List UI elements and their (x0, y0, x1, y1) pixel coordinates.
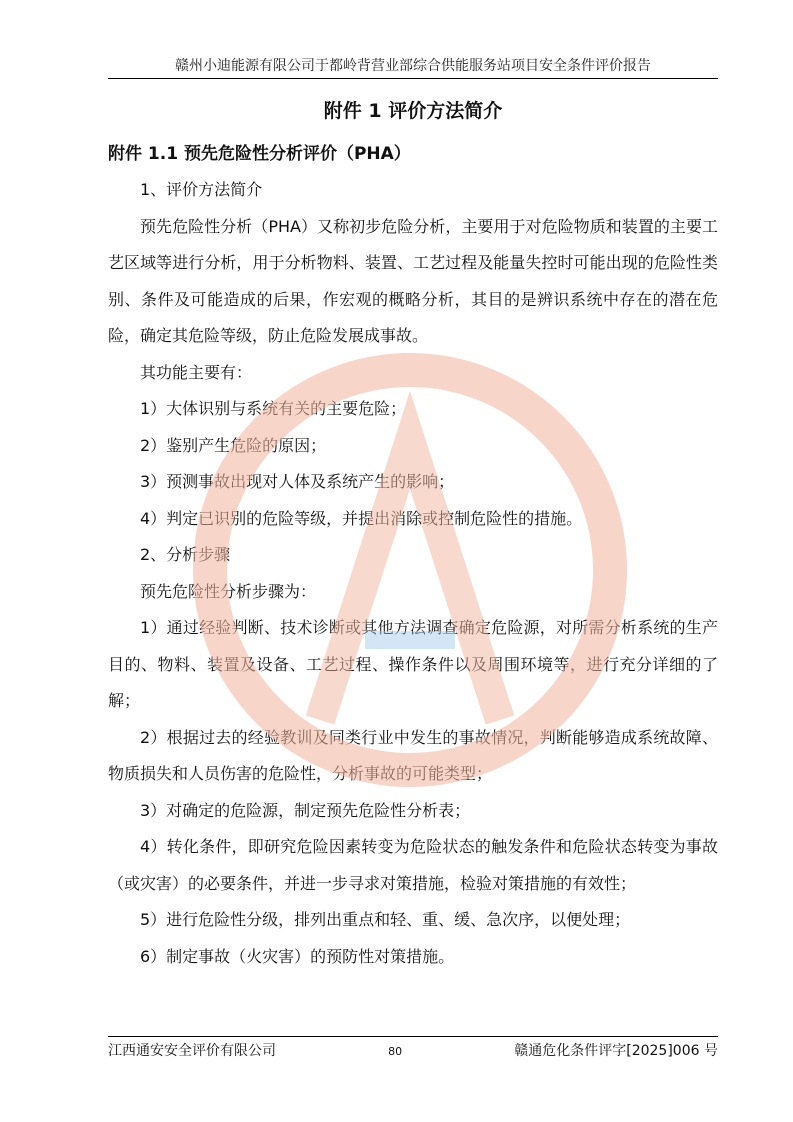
list-item: 2）鉴别产生危险的原因； (140, 435, 327, 455)
paragraph: 预先危险性分析步骤为： (140, 581, 317, 601)
list-item: 2）根据过去的经验教训及同类行业中发生的事故情况，判断能够造成系统故障、物质损失和人员伤害的危险性，分析事故的可能类型； (108, 727, 718, 783)
page-number: 80 (388, 1045, 403, 1058)
list-item: 3）对确定的危险源，制定预先危险性分析表； (140, 800, 471, 820)
paragraph: 其功能主要有： (140, 362, 253, 382)
section-title: 附件 1.1 预先危险性分析评价（PHA） (108, 144, 411, 164)
page-header: 赣州小迪能源有限公司于都岭背营业部综合供能服务站项目安全条件评价报告 (108, 55, 718, 79)
paragraph: 1、评价方法简介 (140, 180, 263, 199)
page-footer (108, 1036, 718, 1060)
list-item: 4）转化条件，即研究危险因素转变为危险状态的触发条件和危险状态转变为事故（或灾害）的必要条件，并进一步寻求对策措施，检验对策措施的有效性； (108, 837, 718, 893)
body-text (108, 172, 718, 975)
paragraph: 2、分析步骤 (140, 545, 231, 564)
list-item: 3）预测事故出现对人体及系统产生的影响； (140, 472, 455, 491)
paragraph: 预先危险性分析（PHA）又称初步危险分析，主要用于对危险物质和装置的主要工艺区域等进行分析，用于分析物料、装置、工艺过程及能量失控时可能出现的危险性类别、条件及可能造成的后果，作宏观的概略分析，其目的是辨识系统中存在的潜在危险，确定其危险等级，防止危险发展成事故。 (108, 216, 718, 345)
list-item: 5）进行危险性分级，排列出重点和轻、重、缓、急次序，以便处理； (140, 910, 631, 929)
list-item: 1）通过经验判断、技术诊断或其他方法调查确定危险源，对所需分析系统的生产目的、物料、装置及设备、工艺过程、操作条件以及周围环境等，进行充分详细的了解； (108, 618, 718, 710)
document-number: 赣通危化条件评字[2025]006 号 (514, 1043, 718, 1059)
list-item: 6）制定事故（火灾害）的预防性对策措施。 (140, 946, 455, 966)
list-item: 4）判定已识别的危险等级，并提出消除或控制危险性的措施。 (140, 508, 583, 528)
document-title: 附件 1 评价方法简介 (323, 100, 503, 122)
list-item: 1）大体识别与系统有关的主要危险； (140, 399, 407, 418)
footer-company: 江西通安安全评价有限公司 (108, 1043, 276, 1059)
